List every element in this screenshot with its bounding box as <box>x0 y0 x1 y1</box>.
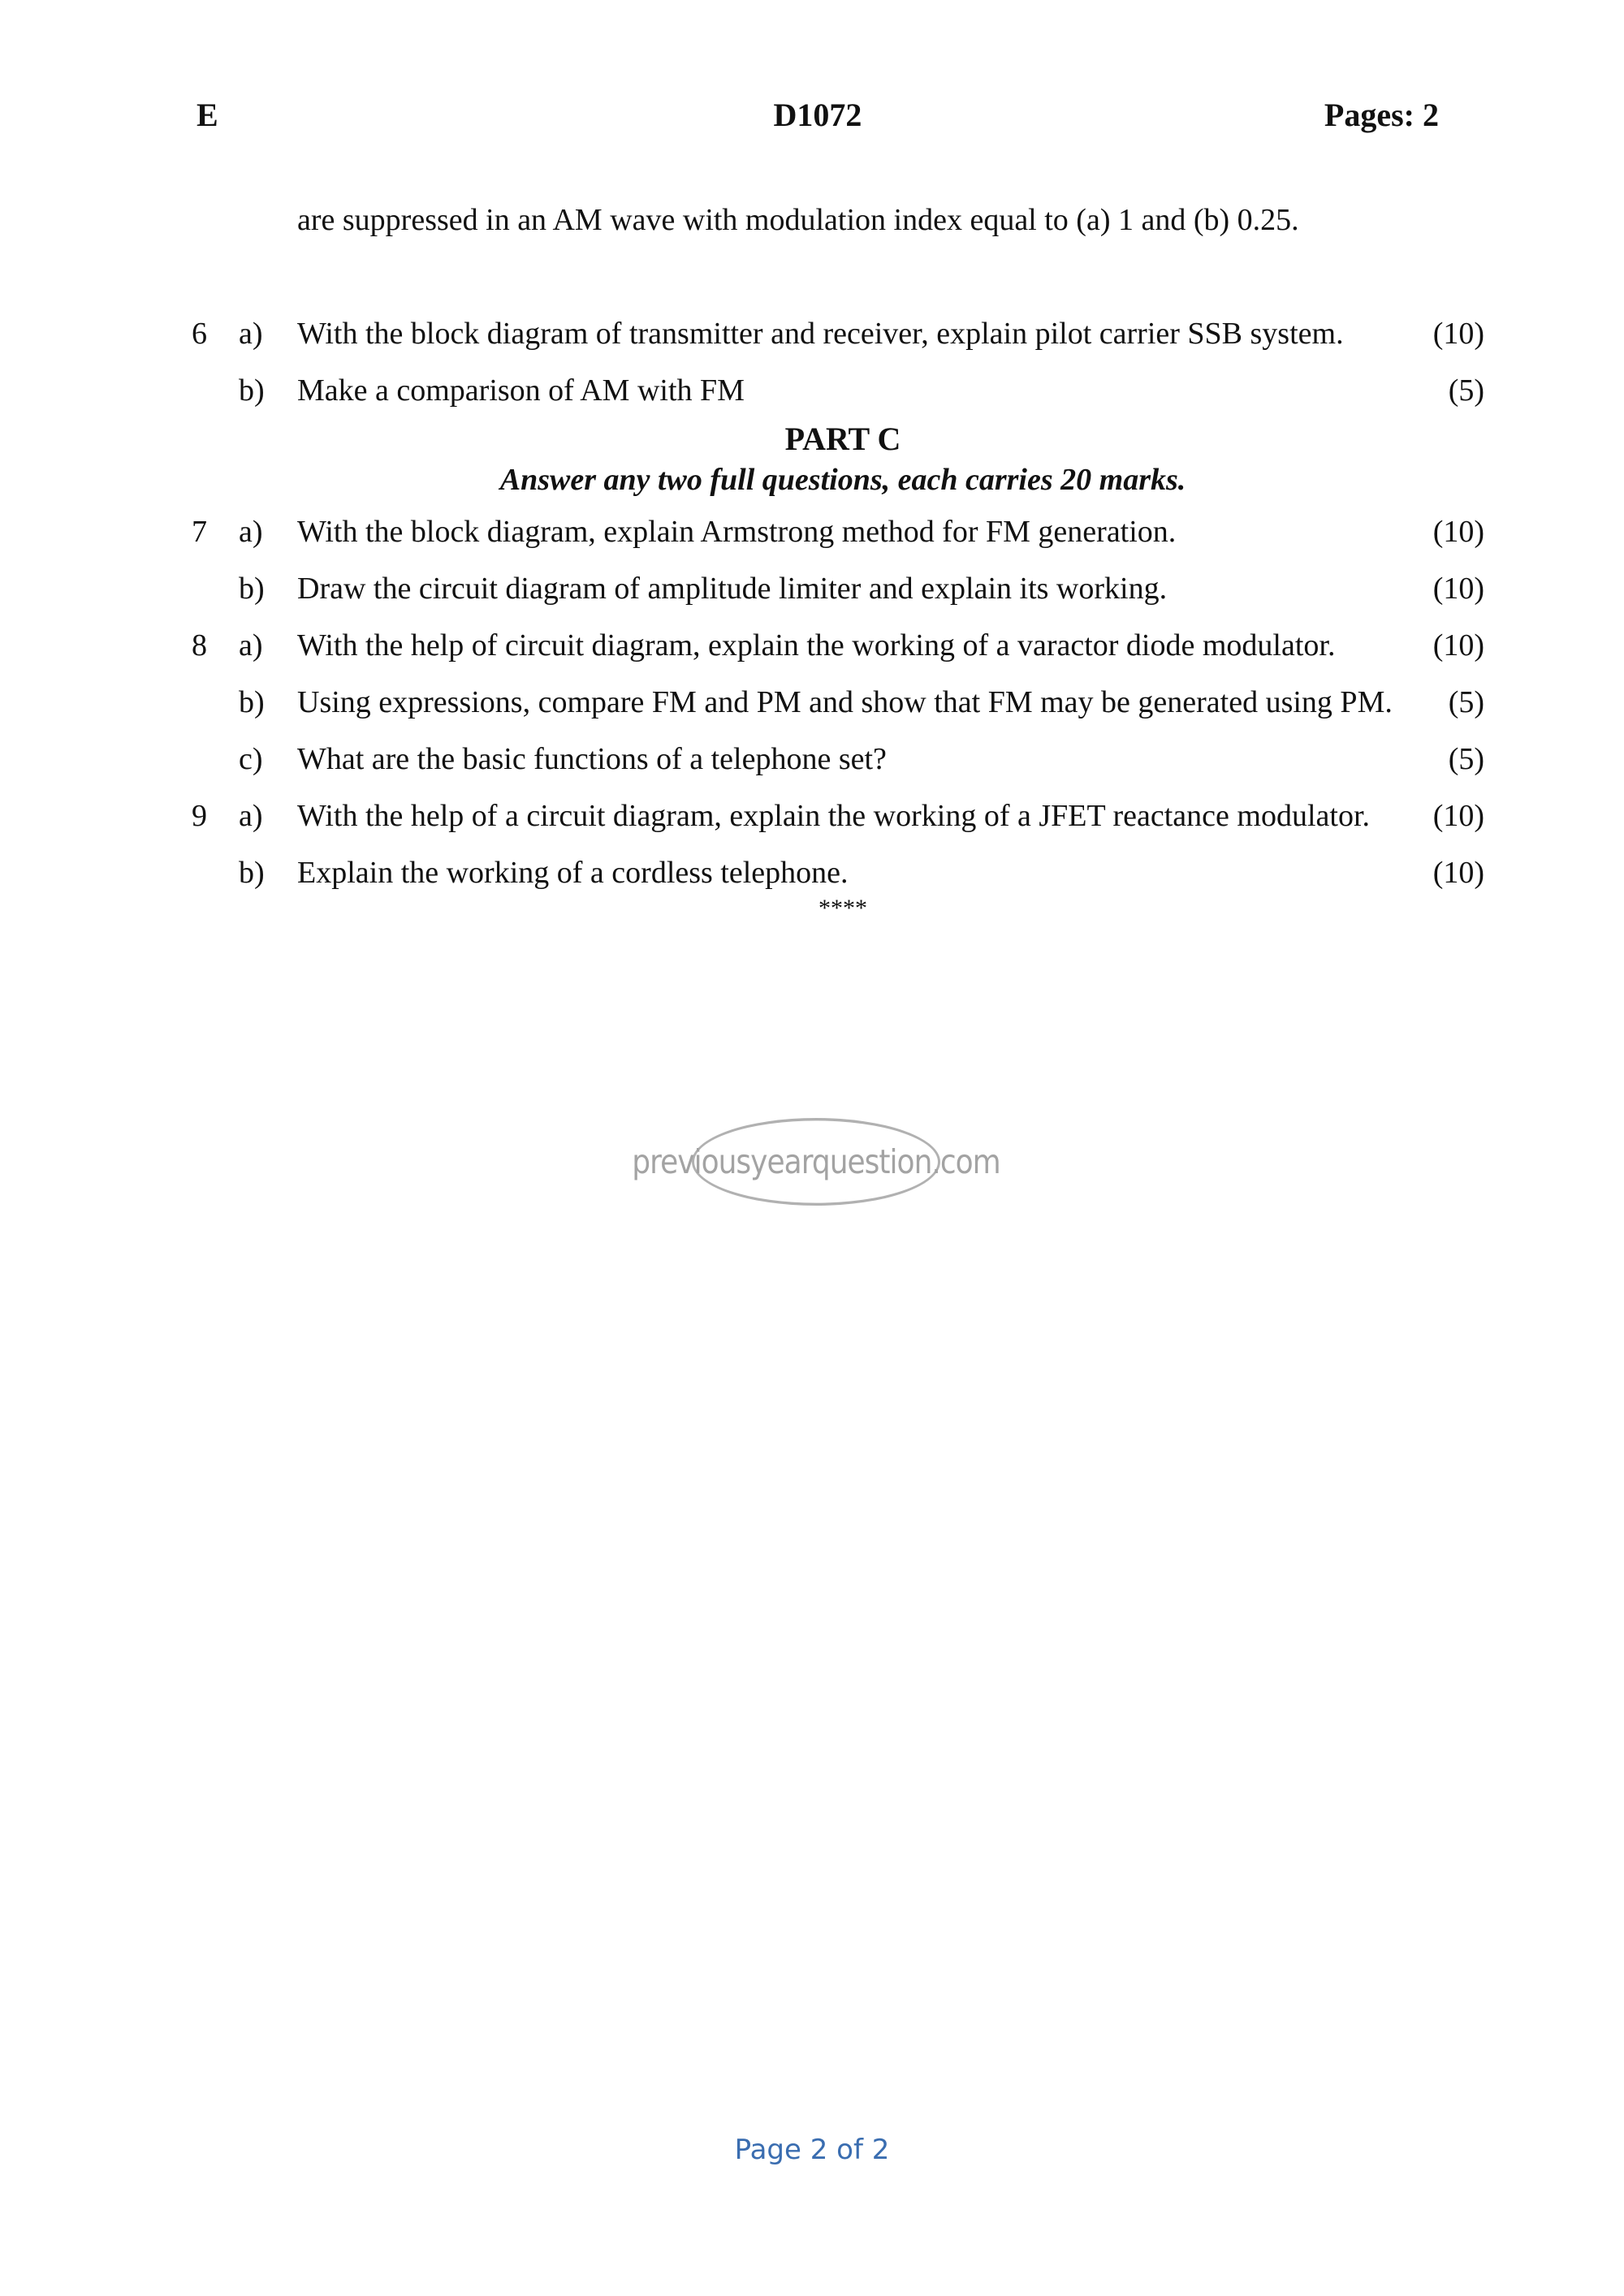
question-7a <box>192 503 1484 560</box>
sub-label: b) <box>239 685 265 719</box>
watermark-logo: previousyearquestion.com <box>692 1118 940 1206</box>
header-scheme-label: E <box>197 97 218 133</box>
page-header <box>197 96 1439 141</box>
sub-label: b) <box>239 572 265 606</box>
page-footer: Page 2 of 2 <box>734 2134 890 2166</box>
sub-label: a) <box>239 628 263 662</box>
question-7b <box>192 560 1484 617</box>
question-text: With the block diagram of transmitter and receiver, explain pilot carrier SSB system. <box>297 317 1344 351</box>
marks: (5) <box>1448 742 1484 776</box>
question-text: What are the basic functions of a telephone set? <box>297 742 887 776</box>
question-number: 9 <box>192 799 207 833</box>
sub-label: a) <box>239 317 263 351</box>
marks: (5) <box>1448 373 1484 408</box>
question-text: Draw the circuit diagram of amplitude limiter and explain its working. <box>297 572 1168 606</box>
part-c-title: PART C <box>784 421 901 457</box>
question-8c <box>192 731 1484 788</box>
sub-label: c) <box>239 742 263 776</box>
question-text: Using expressions, compare FM and PM and show that FM may be generated using PM. <box>297 685 1393 719</box>
question-number: 8 <box>192 628 207 662</box>
marks: (10) <box>1432 515 1484 549</box>
marks: (10) <box>1432 572 1484 606</box>
question-6a <box>192 305 1484 362</box>
marks: (10) <box>1432 799 1484 833</box>
end-of-paper-mark: **** <box>818 895 867 921</box>
question-text: With the help of a circuit diagram, explain the working of a JFET reactance modulator. <box>297 799 1371 833</box>
question-8b <box>192 674 1484 731</box>
part-c-instruction: Answer any two full questions, each carries 20 marks. <box>499 463 1186 497</box>
sub-label: a) <box>239 515 263 549</box>
marks: (5) <box>1448 685 1484 719</box>
marks: (10) <box>1432 856 1484 890</box>
header-page-count: Pages: 2 <box>1324 97 1439 133</box>
question-9b <box>192 844 1484 901</box>
question-text: With the help of circuit diagram, explain the working of a varactor diode modulator. <box>297 628 1336 662</box>
question-text: Make a comparison of AM with FM <box>297 373 745 408</box>
continuation-text: are suppressed in an AM wave with modulation index equal to (a) 1 and (b) 0.25. <box>297 203 1299 237</box>
header-paper-code: D1072 <box>773 97 862 133</box>
question-content <box>192 192 1484 922</box>
sub-label: b) <box>239 856 265 890</box>
question-8a <box>192 617 1484 674</box>
sub-label: b) <box>239 373 265 408</box>
marks: (10) <box>1432 628 1484 662</box>
continuation-row <box>192 192 1484 248</box>
question-9a <box>192 788 1484 844</box>
question-number: 6 <box>192 317 207 351</box>
sub-label: a) <box>239 799 263 833</box>
question-text: With the block diagram, explain Armstrong method for FM generation. <box>297 515 1177 549</box>
marks: (10) <box>1432 317 1484 351</box>
question-number: 7 <box>192 515 207 549</box>
question-6b <box>192 362 1484 419</box>
question-text: Explain the working of a cordless telephone. <box>297 856 849 890</box>
